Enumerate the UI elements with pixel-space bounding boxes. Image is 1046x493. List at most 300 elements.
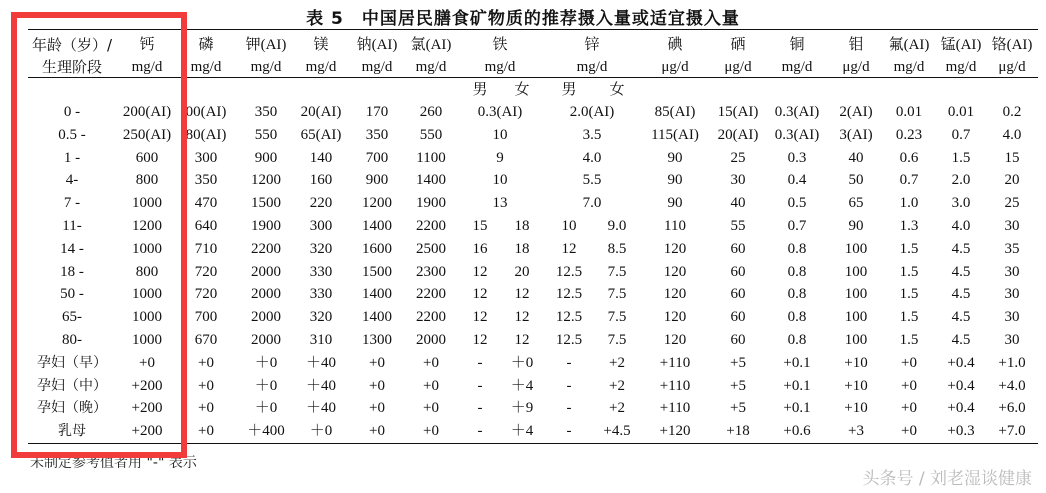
cell-cu: 0.8 <box>787 309 807 326</box>
table-number: 表 5 <box>306 9 344 29</box>
footnote: 未制定参考值者用 "-" 表示 <box>30 455 197 471</box>
col-header-mg: 镁 <box>313 37 329 53</box>
cell-zn-f: +2 <box>609 377 625 394</box>
cell-mg: 220 <box>309 195 333 212</box>
cell-fe-f: 18 <box>514 240 530 257</box>
cell-na: 1400 <box>362 218 392 234</box>
cell-cu: 0.8 <box>787 286 807 303</box>
cell-fe-m: 0.3(AI) <box>477 104 523 120</box>
cell-i: 90 <box>667 149 683 166</box>
cell-fe-m: - <box>477 377 483 394</box>
zn-male-label: 男 <box>561 80 577 98</box>
cell-fe-m: 10 <box>492 126 508 143</box>
cell-mn: 4.5 <box>951 332 971 348</box>
cell-cl: 2300 <box>416 263 446 280</box>
cell-i: 120 <box>663 309 687 326</box>
cell-na: +0 <box>369 400 385 417</box>
age-cell: 0.5 - <box>58 126 86 143</box>
cell-fe-m: 12 <box>472 286 488 303</box>
cell-cl: +0 <box>423 423 439 440</box>
age-cell: 18 - <box>60 263 84 280</box>
cell-i: 120 <box>663 240 687 257</box>
cell-zn-f: +2 <box>609 354 625 371</box>
cell-i: 120 <box>663 286 687 303</box>
cell-f: +0 <box>901 400 917 417</box>
cell-cl: 2000 <box>416 332 446 348</box>
fe-male-label: 男 <box>472 80 488 98</box>
col-unit-k: mg/d <box>250 59 282 75</box>
cell-se: +5 <box>730 377 746 394</box>
cell-se: 60 <box>730 286 746 303</box>
cell-se: +5 <box>730 354 746 371</box>
cell-p: 00(AI) <box>185 104 227 120</box>
cell-ca: 200(AI) <box>122 104 172 120</box>
cell-mo: 40 <box>848 149 864 166</box>
cell-ca: +200 <box>131 400 163 417</box>
cell-na: 900 <box>365 172 389 189</box>
cell-mg: ＋0 <box>309 423 333 440</box>
cell-fe-f: ＋9 <box>510 400 534 417</box>
table-title <box>0 4 1046 29</box>
cell-ca: +200 <box>131 377 163 394</box>
cell-zn-m: 2.0(AI) <box>569 104 615 120</box>
col-header-zn: 锌 <box>584 37 600 53</box>
cell-mg: 330 <box>309 263 333 280</box>
col-unit-i: μg/d <box>661 59 689 75</box>
cell-cu: 0.8 <box>787 332 807 348</box>
cell-ca: 1000 <box>132 332 162 348</box>
age-cell: 14 - <box>60 240 84 257</box>
top-rule <box>28 29 1038 30</box>
cell-p: +0 <box>198 354 214 371</box>
col-header-mo: 钼 <box>848 37 864 53</box>
cell-fe-m: 12 <box>472 309 488 326</box>
cell-cr: +4.0 <box>998 377 1026 394</box>
cell-zn-m: 12.5 <box>555 286 583 303</box>
cell-cl: 2200 <box>416 218 446 234</box>
cell-cr: 30 <box>1004 332 1020 348</box>
col-unit-cu: mg/d <box>781 59 813 75</box>
cell-se: 20(AI) <box>717 126 759 143</box>
cell-na: 1600 <box>362 240 392 257</box>
cell-mg: 140 <box>309 149 333 166</box>
col-header-k: 钾(AI) <box>245 37 287 53</box>
cell-f: 1.5 <box>899 286 919 303</box>
col-unit-se: μg/d <box>724 59 752 75</box>
cell-i: +110 <box>659 400 691 417</box>
cell-se: +5 <box>730 400 746 417</box>
cell-i: +120 <box>659 423 691 440</box>
cell-fe-f: ＋4 <box>510 423 534 440</box>
cell-cu: 0.3(AI) <box>774 126 820 143</box>
cell-p: 720 <box>194 263 218 280</box>
cell-f: 1.0 <box>899 195 919 212</box>
cell-p: 720 <box>194 286 218 303</box>
cell-fe-f: 20 <box>514 263 530 280</box>
cell-mn: 3.0 <box>951 195 971 212</box>
col-unit-p: mg/d <box>190 59 222 75</box>
cell-k: 1500 <box>251 195 281 212</box>
col-header-ca: 钙 <box>139 37 155 53</box>
cell-p: 300 <box>194 149 218 166</box>
age-header-line2: 生理阶段 <box>41 58 103 76</box>
cell-cu: 0.3 <box>787 149 807 166</box>
cell-cr: 0.2 <box>1002 104 1022 120</box>
cell-mg: 300 <box>309 218 333 234</box>
cell-mn: 4.0 <box>951 218 971 234</box>
cell-mo: 100 <box>844 332 868 348</box>
cell-na: 350 <box>365 126 389 143</box>
cell-cr: 35 <box>1004 240 1020 257</box>
cell-ca: 1000 <box>132 240 162 257</box>
cell-i: +110 <box>659 377 691 394</box>
age-cell: 孕妇（中） <box>37 377 107 394</box>
cell-se: 15(AI) <box>717 104 759 120</box>
cell-mo: 50 <box>848 172 864 189</box>
age-cell: 50 - <box>60 286 84 303</box>
cell-mg: 160 <box>309 172 333 189</box>
cell-se: +18 <box>726 423 750 440</box>
age-cell: 4- <box>65 172 79 189</box>
cell-fe-m: 15 <box>472 218 488 234</box>
cell-f: +0 <box>901 377 917 394</box>
cell-f: 1.5 <box>899 263 919 280</box>
cell-cl: +0 <box>423 377 439 394</box>
cell-p: 700 <box>194 309 218 326</box>
cell-p: +0 <box>198 423 214 440</box>
cell-i: 120 <box>663 263 687 280</box>
cell-i: 85(AI) <box>654 104 696 120</box>
cell-mo: 2(AI) <box>839 104 873 120</box>
cell-mn: +0.4 <box>947 400 975 417</box>
cell-mn: +0.4 <box>947 377 975 394</box>
cell-se: 30 <box>730 172 746 189</box>
header-rule <box>28 77 1038 78</box>
cell-ca: +200 <box>131 423 163 440</box>
cell-cl: 2500 <box>416 240 446 257</box>
cell-na: +0 <box>369 377 385 394</box>
cell-na: 1500 <box>362 263 392 280</box>
cell-zn-m: 12 <box>561 240 577 257</box>
cell-f: 0.7 <box>899 172 919 189</box>
cell-i: 120 <box>663 332 687 348</box>
cell-cl: 1100 <box>416 149 446 166</box>
col-unit-mo: μg/d <box>842 59 870 75</box>
cell-cr: 30 <box>1004 263 1020 280</box>
cell-na: +0 <box>369 354 385 371</box>
cell-i: +110 <box>659 354 691 371</box>
cell-i: 90 <box>667 195 683 212</box>
cell-ca: +0 <box>139 354 155 371</box>
cell-cl: 1900 <box>416 195 446 212</box>
cell-zn-f: 7.5 <box>607 309 627 326</box>
cell-mn: 2.0 <box>951 172 971 189</box>
col-header-cu: 铜 <box>789 37 805 53</box>
cell-cu: 0.8 <box>787 263 807 280</box>
cell-mo: +10 <box>844 377 868 394</box>
col-header-p: 磷 <box>198 37 214 53</box>
cell-fe-f: 12 <box>514 332 530 348</box>
cell-mn: +0.4 <box>947 354 975 371</box>
cell-cu: +0.6 <box>783 423 811 440</box>
age-cell: 7 - <box>63 195 81 212</box>
cell-f: +0 <box>901 354 917 371</box>
age-cell: 孕妇（早） <box>37 354 107 371</box>
cell-zn-m: 12.5 <box>555 263 583 280</box>
bottom-rule <box>28 443 1038 444</box>
cell-zn-m: 4.0 <box>582 149 602 166</box>
cell-zn-m: - <box>566 354 572 371</box>
cell-cu: +0.1 <box>783 354 811 371</box>
cell-fe-m: 9 <box>496 149 504 166</box>
cell-k: 550 <box>254 126 278 143</box>
cell-k: 900 <box>254 149 278 166</box>
cell-f: +0 <box>901 423 917 440</box>
col-header-mn: 锰(AI) <box>940 37 982 53</box>
cell-k: 2200 <box>251 240 281 257</box>
cell-na: 700 <box>365 149 389 166</box>
cell-zn-m: 12.5 <box>555 332 583 348</box>
watermark: 头条号 / 刘老湿谈健康 <box>862 469 1032 489</box>
cell-mo: +10 <box>844 400 868 417</box>
cell-cu: 0.8 <box>787 240 807 257</box>
cell-mg: 320 <box>309 309 333 326</box>
cell-mg: ＋40 <box>305 400 337 417</box>
cell-mo: 100 <box>844 286 868 303</box>
cell-zn-m: 12.5 <box>555 309 583 326</box>
col-unit-f: mg/d <box>893 59 925 75</box>
cell-cr: 25 <box>1004 195 1020 212</box>
cell-zn-f: 7.5 <box>607 286 627 303</box>
col-header-se: 硒 <box>730 37 746 53</box>
fe-female-label: 女 <box>514 80 530 98</box>
cell-k: ＋0 <box>254 377 278 394</box>
col-header-i: 碘 <box>667 37 683 53</box>
cell-cu: 0.7 <box>787 218 807 234</box>
col-unit-ca: mg/d <box>131 59 163 75</box>
col-header-f: 氟(AI) <box>888 37 930 53</box>
cell-ca: 1200 <box>132 218 162 234</box>
cell-fe-m: 12 <box>472 263 488 280</box>
col-header-fe: 铁 <box>492 37 508 53</box>
cell-cr: 30 <box>1004 309 1020 326</box>
cell-cl: 2200 <box>416 286 446 303</box>
cell-ca: 600 <box>135 149 159 166</box>
cell-cr: 30 <box>1004 286 1020 303</box>
cell-cu: +0.1 <box>783 377 811 394</box>
cell-cl: 2200 <box>416 309 446 326</box>
age-cell: 孕妇（晚） <box>37 400 107 417</box>
cell-zn-f: 9.0 <box>607 218 627 234</box>
cell-fe-m: 10 <box>492 172 508 189</box>
cell-p: 80(AI) <box>185 126 227 143</box>
cell-mg: 310 <box>309 332 333 348</box>
cell-ca: 1000 <box>132 286 162 303</box>
cell-na: 1300 <box>362 332 392 348</box>
cell-f: 1.3 <box>899 218 919 234</box>
cell-p: 670 <box>194 332 218 348</box>
cell-k: ＋0 <box>254 354 278 371</box>
cell-k: 2000 <box>251 309 281 326</box>
cell-fe-f: ＋0 <box>510 354 534 371</box>
cell-zn-f: 7.5 <box>607 263 627 280</box>
age-cell: 80- <box>62 332 82 348</box>
cell-se: 40 <box>730 195 746 212</box>
cell-mo: +10 <box>844 354 868 371</box>
cell-mo: 90 <box>848 218 864 234</box>
table-title-text: 中国居民膳食矿物质的推荐摄入量或适宜摄入量 <box>361 9 740 29</box>
cell-mn: 4.5 <box>951 309 971 326</box>
cell-cu: +0.1 <box>783 400 811 417</box>
cell-ca: 1000 <box>132 195 162 212</box>
cell-ca: 250(AI) <box>122 126 172 143</box>
cell-f: 0.01 <box>895 104 923 120</box>
cell-mg: 330 <box>309 286 333 303</box>
cell-cu: 0.5 <box>787 195 807 212</box>
cell-k: 2000 <box>251 263 281 280</box>
cell-se: 25 <box>730 149 746 166</box>
cell-fe-f: 12 <box>514 309 530 326</box>
col-unit-cr: μg/d <box>998 59 1026 75</box>
cell-f: 0.23 <box>895 126 923 143</box>
col-unit-na: mg/d <box>361 59 393 75</box>
cell-cr: 15 <box>1004 149 1020 166</box>
cell-se: 60 <box>730 263 746 280</box>
cell-i: 115(AI) <box>651 126 699 143</box>
cell-zn-f: +4.5 <box>603 423 631 440</box>
cell-k: 1900 <box>251 218 281 234</box>
cell-se: 60 <box>730 309 746 326</box>
cell-fe-m: - <box>477 400 483 417</box>
cell-f: 1.5 <box>899 332 919 348</box>
cell-cr: 20 <box>1004 172 1020 189</box>
col-unit-fe: mg/d <box>484 59 516 75</box>
cell-zn-m: 5.5 <box>582 172 602 189</box>
cell-mo: 65 <box>848 195 864 212</box>
cell-k: 2000 <box>251 332 281 348</box>
cell-mg: ＋40 <box>305 377 337 394</box>
cell-i: 90 <box>667 172 683 189</box>
cell-cu: 0.4 <box>787 172 807 189</box>
cell-mn: +0.3 <box>947 423 975 440</box>
cell-fe-m: 13 <box>492 195 508 212</box>
cell-na: 1400 <box>362 286 392 303</box>
cell-f: 0.6 <box>899 149 919 166</box>
col-unit-mg: mg/d <box>305 59 337 75</box>
age-cell: 65- <box>62 309 82 326</box>
col-header-cl: 氯(AI) <box>410 37 452 53</box>
cell-se: 60 <box>730 332 746 348</box>
cell-mn: 4.5 <box>951 263 971 280</box>
cell-zn-m: - <box>566 377 572 394</box>
cell-fe-f: 12 <box>514 286 530 303</box>
cell-p: +0 <box>198 377 214 394</box>
age-cell: 0 - <box>63 104 81 120</box>
cell-na: +0 <box>369 423 385 440</box>
zn-female-label: 女 <box>609 80 625 98</box>
cell-fe-m: 16 <box>472 240 488 257</box>
cell-cl: 1400 <box>416 172 446 189</box>
cell-p: 470 <box>194 195 218 212</box>
cell-i: 110 <box>664 218 686 234</box>
cell-mo: 3(AI) <box>839 126 873 143</box>
cell-mn: 0.01 <box>947 104 975 120</box>
cell-cr: 4.0 <box>1002 126 1022 143</box>
cell-fe-f: ＋4 <box>510 377 534 394</box>
cell-k: 2000 <box>251 286 281 303</box>
cell-k: ＋400 <box>247 423 285 440</box>
col-unit-zn: mg/d <box>576 59 608 75</box>
col-header-na: 钠(AI) <box>356 37 398 53</box>
cell-na: 1400 <box>362 309 392 326</box>
cell-cl: 260 <box>419 104 443 120</box>
age-cell: 乳母 <box>58 423 86 440</box>
cell-se: 55 <box>730 218 746 234</box>
cell-cl: 550 <box>419 126 443 143</box>
cell-mn: 4.5 <box>951 286 971 303</box>
cell-mn: 1.5 <box>951 149 971 166</box>
cell-na: 1200 <box>362 195 392 212</box>
cell-ca: 800 <box>135 263 159 280</box>
cell-zn-m: 10 <box>561 218 577 234</box>
cell-f: 1.5 <box>899 240 919 257</box>
cell-zn-m: - <box>566 423 572 440</box>
cell-fe-m: - <box>477 423 483 440</box>
cell-k: ＋0 <box>254 400 278 417</box>
cell-p: 710 <box>194 240 218 257</box>
cell-zn-f: 7.5 <box>607 332 627 348</box>
col-unit-mn: mg/d <box>945 59 977 75</box>
cell-se: 60 <box>730 240 746 257</box>
cell-cr: 30 <box>1004 218 1020 234</box>
cell-mg: ＋40 <box>305 354 337 371</box>
cell-mo: 100 <box>844 309 868 326</box>
cell-cr: +1.0 <box>998 354 1026 371</box>
cell-cl: +0 <box>423 400 439 417</box>
cell-ca: 800 <box>135 172 159 189</box>
col-header-cr: 铬(AI) <box>991 37 1033 53</box>
cell-k: 350 <box>254 104 278 120</box>
cell-cu: 0.3(AI) <box>774 104 820 120</box>
cell-zn-m: - <box>566 400 572 417</box>
cell-mn: 0.7 <box>951 126 971 143</box>
cell-cr: +6.0 <box>998 400 1026 417</box>
cell-ca: 1000 <box>132 309 162 326</box>
cell-zn-m: 7.0 <box>582 195 602 212</box>
cell-zn-m: 3.5 <box>582 126 602 143</box>
cell-mn: 4.5 <box>951 240 971 257</box>
cell-p: 350 <box>194 172 218 189</box>
cell-mg: 65(AI) <box>300 126 342 143</box>
col-unit-cl: mg/d <box>415 59 447 75</box>
cell-mg: 320 <box>309 240 333 257</box>
cell-mo: 100 <box>844 263 868 280</box>
cell-zn-f: 8.5 <box>607 240 627 257</box>
cell-fe-m: - <box>477 354 483 371</box>
cell-p: 640 <box>194 218 218 234</box>
cell-cl: +0 <box>423 354 439 371</box>
age-cell: 11- <box>62 218 82 234</box>
cell-mo: 100 <box>844 240 868 257</box>
cell-cr: +7.0 <box>998 423 1026 440</box>
cell-fe-m: 12 <box>472 332 488 348</box>
cell-p: +0 <box>198 400 214 417</box>
cell-f: 1.5 <box>899 309 919 326</box>
age-cell: 1 - <box>63 149 81 166</box>
cell-mo: +3 <box>848 423 864 440</box>
cell-fe-f: 18 <box>514 218 530 234</box>
cell-zn-f: +2 <box>609 400 625 417</box>
